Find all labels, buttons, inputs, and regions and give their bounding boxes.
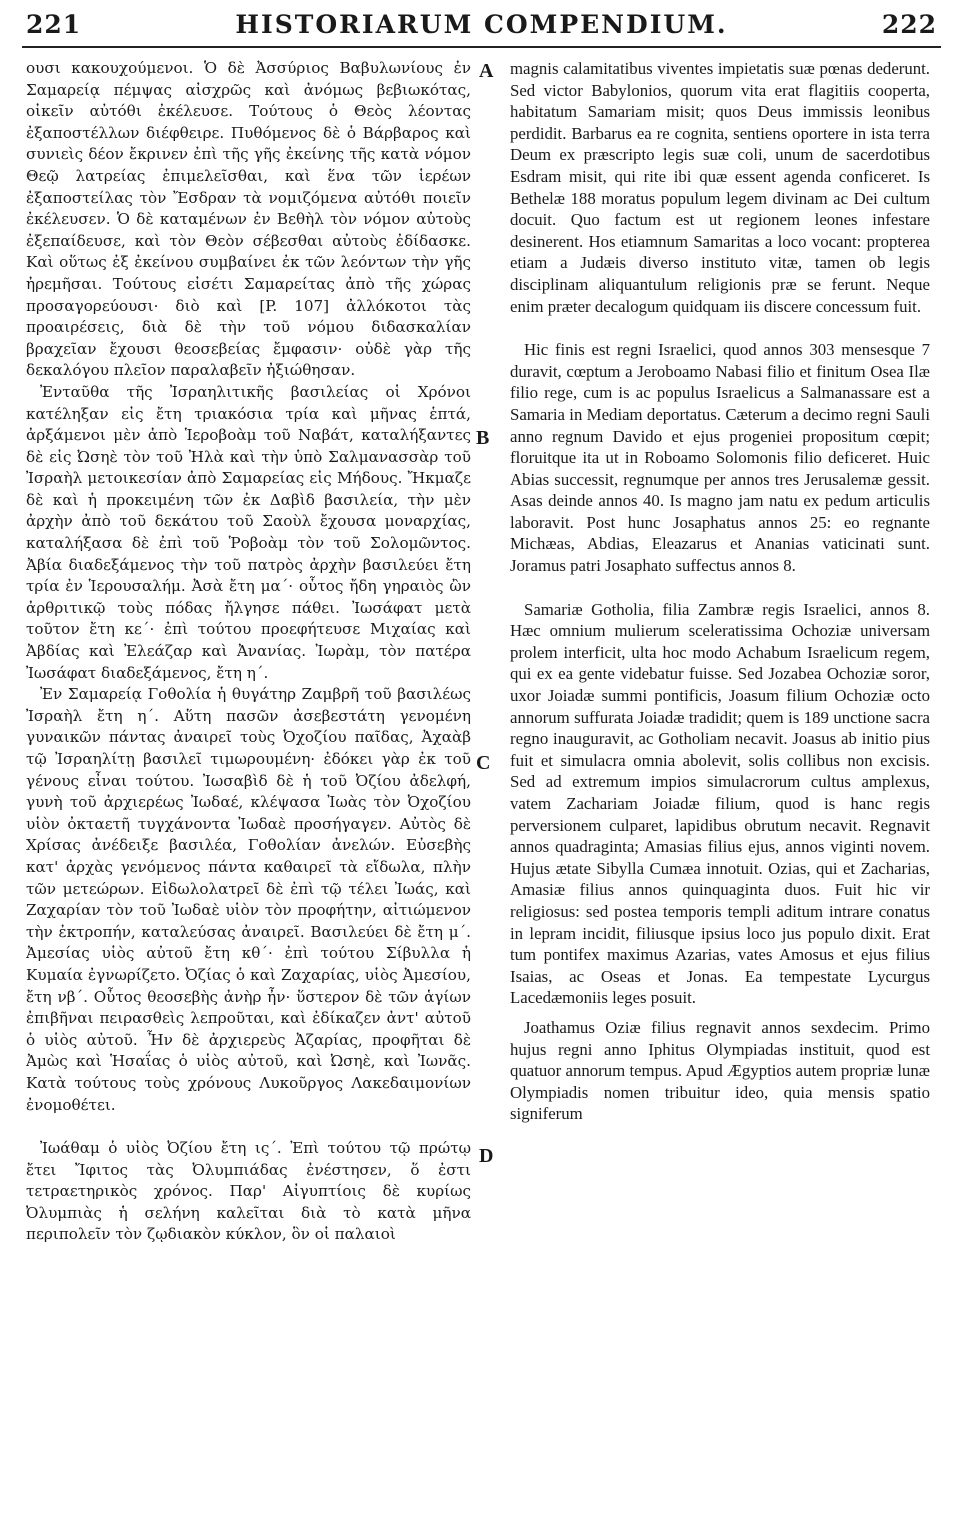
greek-paragraph-3: Ἐν Σαμαρείᾳ Γοθολία ἡ θυγάτηρ Ζαμβρῆ τοῦ βασιλέως Ἰσραὴλ ἔτη η΄. Αὕτη πασῶν ἀσεβεστάτη γενομένη γυναικῶν πάντας ἀναιρεῖ τοὺς Ὀχοζίου παῖδας, Ἀχαὰβ τῷ Ἰσραηλίτῃ βασιλεῖ τιμωρουμένη· ἐδόκει γὰρ ἐκ τοῦ γένους εἶναι τούτου. Ἰωσαβὶδ δὲ ἡ τοῦ Ὀζίου ἀδελφή, γυνὴ τοῦ ἀρχιερέως Ἰωδαέ, κλέψασα Ἰωὰς τὸν Ὀχοζίου υἱὸν ὀκταετῆ τυγχάνοντα Ἰωδαὲ προσήγαγεν. Αὐτὸς δὲ Χρίσας ἀνέδειξε βασιλέα, Γοθολίαν ἀνελών. Εὐσεβὴς κατ' ἀρχὰς γενόμενος πάντα καθαιρεῖ τὰ εἴδωλα, πλὴν τῶν μετεώρων. Εἰδωλολατρεῖ δὲ ἐπὶ τῷ τέλει Ἰωάς, καὶ Ζαχαρίαν τὸν τοῦ Ἰωδαὲ υἱὸν τὸν προφήτην, αἰτιώμενον τὴν ἐκτροπήν, καταλεύσας ἀναιρεῖ. Βασιλεύει δὲ ἔτη μ΄. Ἀμεσίας υἱὸς αὐτοῦ ἔτη κθ΄· ἐπὶ τούτου Σίβυλλα ἡ Κυμαία ἐγνωρίζετο. Ὀζίας ὁ καὶ Ζαχαρίας, υἱὸς Ἀμεσίου, ἔτη νβ΄. Οὗτος θεοσεβὴς ἀνὴρ ἦν· ὕστερον δὲ τῶν ἁγίων ἐπιβῆναι πειρασθεὶς λεπροῦται, καὶ ἐδίκαζεν ἀντ' αὐτοῦ ὁ υἱὸς αὐτοῦ. Ἦν δὲ ἀρχιερεὺς Ἀζαρίας, προφῆται δὲ Ἀμὼς καὶ Ἡσαΐας ὁ υἱὸς αὐτοῦ, καὶ Ὠσηὲ, καὶ Ἰωνᾶς. Κατὰ τούτους τοὺς χρόνους Λυκοῦργος Λακεδαιμονίων ἐνομοθέτει. [26,685,471,1114]
greek-paragraph-1: ουσι κακουχούμενοι. Ὁ δὲ Ἀσσύριος Βαβυλωνίους ἐν Σαμαρείᾳ πέμψας αἰσχρῶς καὶ ἀνόμως βεβιωκότας, οἰκεῖν αὐτόθι ἐκέλευσε. Τούτους ὁ Θεὸς λέοντας ἐξαποστέλλων διέφθειρε. Πυθόμενος δὲ ὁ Βάρβαρος καὶ συνιεὶς δέον ἔκρινεν ἐπὶ τῆς γῆς ἐκείνης τῆς κατὰ νόμον Θεῷ λατρείας ἐπιμελεῖσθαι, καὶ ἕνα τῶν ἱερέων ἐξαποστείλας τὸν Ἔσδραν τὰ νομιζόμενα αὐτόθι ποιεῖν ἐκέλευσεν. Ὁ δὲ καταμένων ἐν Βεθὴλ τὸν νόμον αὐτοὺς ἐξεπαίδευσε, καὶ τὸν Θεὸν σέβεσθαι αὐτοὺς ἐδίδασκε. Καὶ οὕτως ἐξ ἐκείνου συμβαίνει ἐκ τῶν λεόντων τὴν γῆς ἠρεμῆσαι. Τούτους εἰσέτι Σαμαρείτας ἀπὸ τῆς χώρας προσαγορεύουσι· διὸ καὶ [P. 107] ἀλλόκοτοι τὰς προαιρέσεις, διὰ δὲ τὴν τοῦ νόμου διδασκαλίαν βραχεῖαν ἔχουσι θεοσεβείας ἔμφασιν· οὐδὲ γὰρ τῆς δεκαλόγου πλεῖον παραλαβεῖν ἠξιώθησαν. [26,59,471,380]
running-title: HISTORIARUM COMPENDIUM. [235,10,728,39]
page-number-left: 221 [26,10,82,39]
greek-paragraph-4: Ἰωάθαμ ὁ υἱὸς Ὀζίου ἔτη ις΄. Ἐπὶ τούτου τῷ πρώτῳ ἔτει Ἴφιτος τὰς Ὀλυμπιάδας ἐνέστησεν, ὅ ἐστι τετραετηρικὸς χρόνος. Παρ' Αἰγυπτίοις δὲ κυρίως Ὀλυμπιὰς ἡ σελήνη καλεῖται διὰ τὸ κατὰ μῆνα περιπολεῖν τὸν ζῳδιακὸν κύκλον, ὃν οἱ παλαιοὶ [26,1139,471,1244]
margin-marker-c: C [476,752,491,774]
latin-paragraph-3: Samariæ Gotholia, filia Zambræ regis Israelici, annos 8. Hæc omnium mulierum sceleratissima Ochoziæ universam prolem interficit, ulta hoc modo Achabum Israelicum regem, qui ex ea gente videbatur fuisse. Sed Jozabea Ochoziæ soror, uxor Joiadæ summi pontificis, Joasum filium Ochoziæ octo annorum suffurata Joiadæ tradidit; quem is 189 unctione sacra regno inauguravit, ac Gotholiam necavit. Joasus ab initio pius fuit et simulacra omnia abolevit, solis collibus non excisis. Sed ad extremum impios simulacrorum cultus amplexus, vatem Zachariam Joiadæ filium, quod is hanc regis perversionem culparet, lapidibus obrutum necavit. Regnavit annos quadraginta; Amasias filius ejus, annos viginti novem. Hujus ætate Sibylla Cumæa innotuit. Ozias, qui et Zacharias, Amasiæ filius annos quinquaginta duos. Fuit hic vir religiosus: sed postea temporis templi aditum intrare conatus in lepram incidit, filiusque ipsius loco jus populo dixit. Erat tum pontifex maximus Azarias, vates Amosus et ejus filius Isaias, ac Oseas et Jonas. Ea tempestate Lycurgus Lacedæmoniis leges posuit. [510,599,930,1008]
latin-column [510,58,930,1528]
latin-paragraph-4: Joathamus Oziæ filius regnavit annos sexdecim. Primo hujus regni anno Iphitus Olympiadas instituit, quod est quatuor annorum tempus. Apud Ægyptios autem propriæ lunæ Olympiadis nomen tribuitur ideo, quia mensis spatio signiferum [510,1017,930,1124]
latin-paragraph-2: Hic finis est regni Israelici, quod annos 303 mensesque 7 duravit, cœptum a Jeroboamo Nabasi filio et finitum Osea Ilæ filio rege, cum is ac populus Israelicus a Salmanassare est a Samaria in Mediam deportatus. Cæterum a decimo regni Sauli anno regnum Davido et ejus progeniei propositum cœpit; floruitque ita ut in Roboamo Solomonis filio deficeret. Huic Abias successit, regnumque per annos tres Jerusalemæ gessit. Asas deinde annos 40. Is magno jam natu ex pedum articulis laboravit. Post hunc Josaphatus annos 25: eo regnante Michæas, Abdias, Eleazarus et Ananias vaticinati sunt. Joramus patri Josaphato suffectus annos 8. [510,340,930,576]
greek-paragraph-2: Ἐνταῦθα τῆς Ἰσραηλιτικῆς βασιλείας οἱ Χρόνοι κατέληξαν εἰς ἔτη τριακόσια τρία καὶ μῆνας ἑπτά, ἀρξάμενοι μὲν ἀπὸ Ἱεροβοὰμ τοῦ Ναβάτ, καταλήξαντες δὲ εἰς Ὠσηὲ τὸν τοῦ Ἠλὰ καὶ τὴν ὑπὸ Σαλμανασσὰρ τοῦ Ἰσραὴλ μετοικεσίαν ἀπὸ Σαμαρείας εἰς Μήδους. Ἤκμαζε δὲ καὶ ἡ προκειμένη τῶν ἐκ Δαβὶδ βασιλεία, τὴν μὲν ἀρχὴν ἀπὸ τοῦ δεκάτου τοῦ Σαοὺλ ἔχουσα μοναρχίας, καταλήξασα δὲ ἐπὶ τοῦ Ῥοβοὰμ τὸν τοῦ Σολομῶντος. Ἀβία διαδεξάμενος τὴν τοῦ πατρὸς ἀρχὴν βασιλεύει ἔτη τρία ἐν Ἱερουσαλήμ. Ἀσὰ ἔτη μα΄· οὗτος ἤδη γηραιὸς ὢν ἀρθριτικῷ τοὺς πόδας ἤλγησε πάθει. Ἰωσάφατ μετὰ τοῦτον ἔτη κε΄· ἐπὶ τούτου προεφήτευσε Μιχαίας καὶ Ἀβδίας καὶ Ἐλεάζαρ καὶ Ἀνανίας. Ἰωρὰμ, τὸν πατέρα Ἰωσάφατ διαδεξάμενος, ἔτη η΄. [26,382,471,682]
margin-marker-d: D [479,1145,494,1167]
page-number-right: 222 [881,10,937,39]
latin-paragraph-1: magnis calamitatibus viventes impietatis suæ pœnas dederunt. Sed victor Babylonios, quorum vita erat flagitiis cooperta, habitatum Samariam misit; quos Deus immissis leonibus perdidit. Barbarus ea re cognita, sentiens oportere in ista terra Deum ex præscripto legis suæ coli, unum de sacerdotibus Esdram misit, qui rite ibi quæ essent agenda conficeret. Is Bethelæ 188 moratus populum legem divinam ac Dei cultum docuit. Quo factum est ut regionem leones infestare desinerent. Hos etiamnum Samaritas a loco vocant: propterea etiam a Judæis diverso instituto vitæ, tamen ob legis disciplinam aliquantulum religionis præ se ferunt. Neque enim præter decalogum quidquam iis discere concessum fuit. [510,59,930,316]
margin-marker-b: B [476,427,490,449]
margin-marker-a: A [479,60,494,82]
greek-column [26,58,471,1528]
running-header [22,6,941,48]
